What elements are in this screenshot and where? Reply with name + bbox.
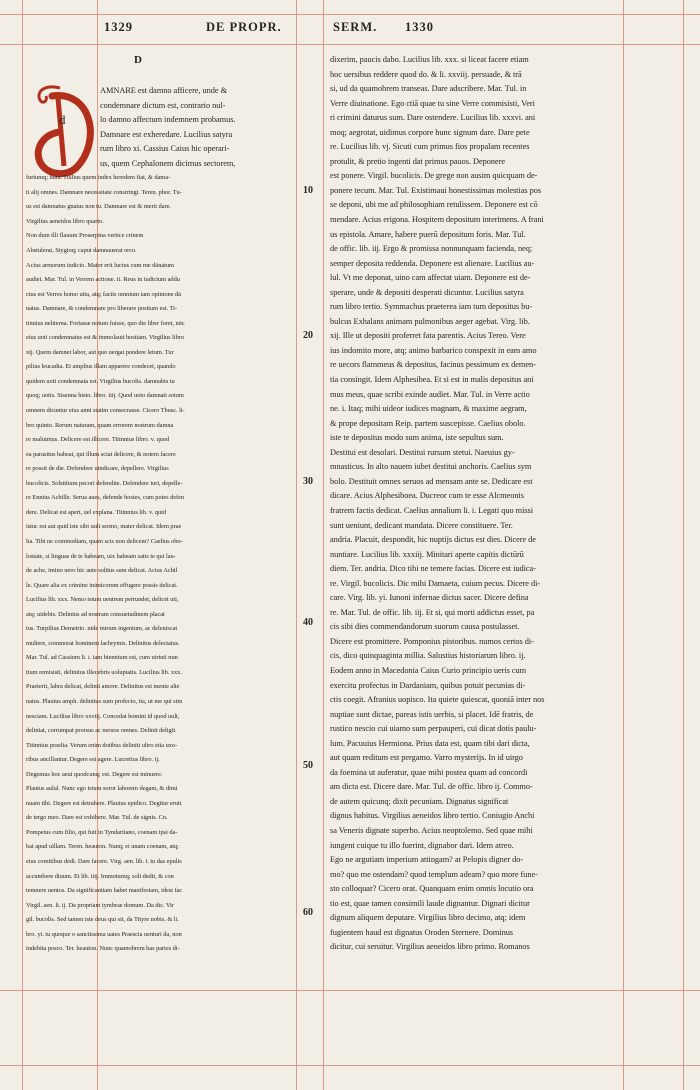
text-line: quidem uoti condemnata est. Virgilius bucolis. damnabis tu <box>26 377 175 385</box>
text-line: dicare. Acius Alphesiboea. Ducreor cum te esse Alcmeonis <box>330 491 524 501</box>
text-line: ne. i. Itaq; mihi uideor iudices magnam, & maxime aegram, <box>330 404 527 414</box>
line-number: 50 <box>303 760 313 771</box>
text-line: bat apud uillam. Teren. heauton. Nanq; ei unam coenam, atq; <box>26 843 179 851</box>
text-line: fratrem factis dedicat. Caelius annalium li. i. Legati quo missi <box>330 505 534 515</box>
text-line: Eodem anno in Macedonia Caius Curio principio ueris cum <box>330 665 527 675</box>
text-line: lum. Pacuuius Hermiona. Prius data est, quam tibi dari dicta, <box>330 738 530 748</box>
text-line: da foemina ut auferatur, quae mihi postea quam ad concordi <box>330 767 528 777</box>
text-line: Destitui est desolari. Destitui rursum stetui. Naeuius gy- <box>330 447 515 457</box>
text-line: rum libro xi. Cassius Caius hic operari- <box>100 144 230 154</box>
text-line: nuam tibi. Degere est detrahere. Plautus epidico. Degitur eruit <box>26 799 182 807</box>
margin-rule-center-right <box>323 0 324 1090</box>
text-line: natus. Damnare, & condemnare pro liberare positum est. Ti- <box>26 305 177 313</box>
text-line: Ego ne argutiam imperium attingam? at Pelopis digner do- <box>330 855 524 865</box>
text-line: rustico nescio cui uiamo sum perpauperi, cui dicat dotis paulu- <box>330 724 537 734</box>
margin-rule-foot <box>0 1065 700 1066</box>
line-number: 60 <box>303 907 313 918</box>
text-line: ea parasitus habeat, qui illum sciat delicere, & notem facere <box>26 450 176 458</box>
text-line: nuntiare. Lucilius lib. xxxiij. Minitari aperte capitis dictūrū <box>330 549 524 559</box>
margin-rule-bottom <box>0 990 700 991</box>
text-line: re. Lucilius lib. vj. Sicuti cum primus fios propalam recentes <box>330 142 530 152</box>
text-line: tium remisisti, delinitus illecebris uoluptatis. Lucilius lib. xxx. <box>26 668 182 676</box>
text-line: se deponi, ubi me ad philosophiam retulissem. Deponere est cō <box>330 200 538 210</box>
margin-rule-header <box>0 44 700 45</box>
text-line: am dicta est. Dicere dare. Mar. Tul. de offic. libro ij. Commo- <box>330 782 533 792</box>
text-line: re possit de die. Defendere uindicare, depellere. Virgilius <box>26 465 169 473</box>
text-line: Pompeius cum filio, qui fuit in Tyndaritano, coenam ipsi da- <box>26 828 178 836</box>
text-line: sunt ueniunt, dedicant mandata. Dicere constituere. Ter. <box>330 520 513 530</box>
text-line: ribus ancillantur. Degere est agere. Lucretius libro. ij. <box>26 756 160 764</box>
text-line: Dicere est promittere. Pomponius pistoribus. numos certos di- <box>330 636 534 646</box>
text-line: natus. Plautus amph. delinitus sum profecto, ita, ut me qui sim <box>26 697 183 705</box>
left-running-title: DE PROPR. <box>206 20 282 34</box>
text-line: hoc uersibus reddere quod do. & li. xxviij. persuade, & trā <box>330 69 522 79</box>
text-line: lul. Vt me deponat, uino cam affectat uiam. Deponere est de- <box>330 273 531 283</box>
text-line: ctus est Verres homo uita, atq; factis omnium iam opinione dā <box>26 290 181 298</box>
margin-rule-outer <box>683 0 684 1090</box>
text-line: de ache, imino uero hic ante solitus sum delicat. Acius Achil <box>26 567 178 575</box>
text-line: de tergo meo. Dare est exhibere. Mar. Tul. de signis. Cn. <box>26 814 168 822</box>
text-line: le. Quare alia ex crimine inimicorum effugere possis delicat. <box>26 581 178 589</box>
text-line: indebita posco. Ter. heauton. Nunc quamobrem has partes di- <box>26 945 180 953</box>
text-line: audiet. Mar. Tul. in Verrem actione. ii. Reus in iudicium addu <box>26 276 180 284</box>
text-line: ri crimini daturus sum. Dare ostendere. Lucilius lib. xxxvi. ani <box>330 113 536 123</box>
text-line: muliere, commorat hominem lachrymis. Delinitus delectatus. <box>26 639 180 647</box>
text-line: bro quinto. Rerum naturam, quam errorem nostrum damna <box>26 421 174 429</box>
text-line: Virgil. aen. li. ij. Da propriam tymbrae domum. Da dic. Vir <box>26 901 174 909</box>
text-line: lostate, si linguas de te habeam, uix habeam satis te qui lau- <box>26 552 176 560</box>
margin-rule-center-left <box>296 0 297 1090</box>
text-line: xij. Ille ut depositi proferret fata parentis. Acius Tereo. Vere <box>330 331 526 341</box>
text-line: xij. Quem damnet labor, aut quo uergat pondere letum. Tur <box>26 348 174 356</box>
text-line: Titinnius praelia. Verum enim dotibus deliniti ultro etia uxo- <box>26 741 178 749</box>
text-line: Verre diuinatione. Ego ctiā quae tu sine Verre commisisti, Veri <box>330 98 535 108</box>
text-line: re. Virgil. bucolicis. Dic mihi Damaeta, cuium pecus. Dicere di- <box>330 578 541 588</box>
left-page-number: 1329 <box>104 20 133 34</box>
text-line: pilius leucadia. Et amplius illam apparere condecet, quando <box>26 363 176 371</box>
text-line: Non dum illi flauum Proserpina vertice crinem <box>26 232 144 240</box>
text-line: nuptiae sunt dictae, pareas istis uerbis, si placet. Idē fratris, de <box>330 709 534 719</box>
text-line: atq; uidebis. Delinius ad nostram consuetudinem placat <box>26 610 165 618</box>
text-line: sa Veneris dignate superbo. Acius neoptolemo. Sed quae mihi <box>330 825 533 835</box>
text-line: bolo. Destituit omnes seruos ad mensam ante se. Dedicare est <box>330 476 533 486</box>
text-line: de offic. lib. iij. Ergo & promissa nonnunquam facienda, neq; <box>330 244 533 254</box>
text-line: gil. bucolis. Sed tamen iste deus qui sit, da Tityre nobis. & li. <box>26 916 179 924</box>
text-line: Mar. Tul. ad Cassium li. i. iam biennium est, cum uirtuti nun <box>26 654 178 662</box>
text-line: tus. Turpilius Demetrio. nide mirum ingenium, ac deleniscat <box>26 625 178 633</box>
text-line: est ponere. Virgil. bucolicis. De grege non ausim quicquam de- <box>330 171 538 181</box>
text-line: bro. yi. tu quoque o sanctissima uates Praescia uenturi da, non <box>26 930 182 938</box>
text-line: iste te depositus modo sum anima, iste sepultus sum. <box>330 433 504 443</box>
text-line: diem. Ter. andria. Dico tibi ne temere facias. Dicere est iudica- <box>330 564 536 574</box>
text-line: dere. Delicat est aperi, uel explana. Titinnius lib. v. quid <box>26 508 166 516</box>
text-line: deliniat, corrumpat prorsus ac neruos omnes. Delinit deligit. <box>26 727 177 735</box>
text-line: Abstulerat, Stygioq; caput damnauerat orco. <box>26 247 137 255</box>
text-line: tinnius neliterna. Fortasse notum fuisse, quo die liber foret, nūc <box>26 319 185 327</box>
text-line: lo damno affectum indemnem probamus. <box>100 115 236 125</box>
text-line: Plautus aulul. Nunc ego istum soror laborem degam, & dimi <box>26 785 178 793</box>
text-line: Acius armorum iudicio. Maior erit luctus cum me dānatum <box>26 261 174 269</box>
text-line: re. Mar. Tul. de offic. lib. iij. Et si, qui morti addictus esset, pa <box>330 607 535 617</box>
right-page-number: 1330 <box>405 20 434 34</box>
text-line: aut quam reditum est pergamo. Varro mysterijs. In id uirgo <box>330 753 523 763</box>
text-line: temnere uentos. Da significantiam habet manifestam, idest fac <box>26 887 183 895</box>
text-line: us, quem Cephalonem dicimus sectorem, <box>100 158 236 168</box>
text-line: dicitur, cui seruitur. Virgilius aeneidos libro primo. Romanos <box>330 942 530 952</box>
text-line: ctis coegit. Afranius uopisco. Ita quiete quiescat, quoniā inter nos <box>330 695 545 705</box>
text-line: Damnare est exheredare. Lucilius satyra <box>100 129 233 139</box>
text-line: cis sibi dies commendandorum suorum causa postulasset. <box>330 622 520 632</box>
text-line: protulit, & pretio ingenti dat primus pauos. Deponere <box>330 156 506 166</box>
text-line: dignus habitus. Virgilius aeneidos libro tertio. Coniugio Anchi <box>330 811 535 821</box>
line-number: 30 <box>303 476 313 487</box>
margin-rule-top <box>0 14 700 15</box>
text-line: omnem dicuntur eius anni statim consecrasse. Cicero Thusc. li- <box>26 407 185 415</box>
text-line: moq; aegrotat, uidimus corpore hunc signum dare. Dare pete <box>330 127 530 137</box>
text-line: istuc est aut quid iste sibi uult sermo, mater delicat. Idem prae <box>26 523 182 531</box>
text-line: fugientem haud est dignatus Oroden Sternere. Dominus <box>330 927 514 937</box>
text-line: si, ud da quamobrem transeas. Dare adscribere. Mar. Tul. in <box>330 84 527 94</box>
initial-stem <box>58 98 64 166</box>
text-line: mo? quo me ostendam? quod templum adeam? quo more fune- <box>330 869 538 879</box>
text-line: us epistola. Amare, habere puerū depositum foris. Mar. Tul. <box>330 229 526 239</box>
text-line: cis, dico quinquaginta millia. Salustius historiarum libro. ij. <box>330 651 526 661</box>
text-line: Virgilius aeneidos libro quarto. <box>26 217 104 225</box>
text-line: us est damnatus gnatus non tu. Damnare est & merti dare. <box>26 203 171 211</box>
text-line: lia. Tibi ne commodiam, quam scis non delicem? Caelius obo- <box>26 537 183 545</box>
text-line: dignum aliquem deputare. Virgilius libro decimo, atq; idem <box>330 913 526 923</box>
text-line: dixerim, paucis dabo. Lucilius lib. xxx. si liceat facere etiam <box>330 55 529 64</box>
text-line: mendare. Acius erigona. Hospitem depositum interimens. A frani <box>330 215 544 225</box>
text-line: re maluimus. Delicere est illicere. Titinnius libro. v. quod <box>26 436 170 444</box>
text-line: quoq; uotis. Sisenna histo. libro. iiij. Quod uoto damnati sotum <box>26 392 184 400</box>
text-line: iungent cuique tu illo fuerint, dignabor dari. Idem atreo. <box>330 840 514 850</box>
text-line: mnasticus. In alto nauem iubet destitui anchoris. Caelius sym <box>330 462 532 472</box>
line-number: 10 <box>303 185 313 196</box>
right-running-title: SERM. <box>333 20 378 34</box>
text-line: sperare, unde & depositi desperati dicuntur. Lucilius satyra <box>330 287 524 297</box>
text-line: eius uoti condemnatus est & immolauit hostiam. Virgilius libro <box>26 334 184 342</box>
text-line: eius comitibus dedi. Dare facere. Virg. aen. lib. i. tu das epulis <box>26 857 182 865</box>
text-line: tia consingit. Idem Alphesibea. Et si est in malis depositus ani <box>330 375 534 385</box>
initial-inner-letter: d <box>59 112 66 127</box>
text-line: re Ennius Achille. Serua aues, defende hostes, cum potes defen <box>26 494 185 502</box>
text-line: ti alij omnes. Damnare necessitate constringi. Teren. phor. Tu- <box>26 188 182 196</box>
text-line: nesciam. Lucilius libro xxviij. Concedat homini id quod uult, <box>26 712 180 720</box>
text-line: care. Virg. lib. yi. Iunoni infernae dictus sacer. Dicere defina <box>330 593 529 603</box>
text-line: ponere tecum. Mar. Tul. Existimaui honestissimas molestias pos <box>330 185 542 195</box>
margin-rule-left <box>22 0 23 1090</box>
text-line: exercitu profectus in Dardaniam, quibus potuit pecunias di- <box>330 680 526 690</box>
text-line: furiumq; hunc Tullius quem index heredem fiat, & dama- <box>26 174 171 182</box>
text-line: tio est, quae tamen consimili laude dignantur. Dignari dicitur <box>330 898 530 908</box>
text-line: semper deposita reddenda. Deponere est alienare. Lucilius au- <box>330 258 535 268</box>
text-line: sto colloquar? Cicero orat. Quanquam enim omnis locutio ora <box>330 884 534 894</box>
margin-rule-right <box>623 0 624 1090</box>
line-number: 20 <box>303 330 313 341</box>
text-line: andria. Placuit, despondit, hic nuptijs dictus est dies. Dicere de <box>330 535 536 545</box>
line-number: 40 <box>303 617 313 628</box>
text-line: bulcus Exhalans animam pulmonibus aeger agebat. Virg. lib. <box>330 316 530 326</box>
text-line: ius indomito more, atq; animo barbarico conspexit in eam amo <box>330 345 537 355</box>
text-line: mus meus, quae scribi exinde audiet. Mar. Tul. in Verre actio <box>330 389 530 399</box>
text-line: Praeterit, labra delicat, delinit amore. Delinitus est mente alie <box>26 683 180 691</box>
text-line: accumbere diuum. Et lib. iiij. Immotumq; soli dedit, & con <box>26 872 174 880</box>
decorated-initial-d <box>30 82 102 178</box>
text-line: re uecors flammeus & depositus, facinus pessimum ex demen- <box>330 360 536 370</box>
left-column-text <box>26 84 294 957</box>
text-line: Degemus hoc aeui quodcunq; est. Degere est minuere. <box>26 770 163 778</box>
text-line: & prope depositam Reip. partem suscepisse. Caelius obolo. <box>330 418 526 428</box>
right-column-text <box>330 53 622 955</box>
text-line: de autem quicunq; dixit pecuniam. Dignatus significat <box>330 796 509 806</box>
text-line: AMNARE est damno afficere, unde & <box>100 86 228 95</box>
text-line: Lucilius lib. xxx. Nemo istum uentrem perrundet, delicet uti, <box>26 596 179 604</box>
text-line: condemnare dictum est, contrario nul- <box>100 100 226 110</box>
text-line: rum libro tertio. Symmachus praeterea iam tum depositus bu- <box>330 302 533 312</box>
section-letter: D <box>134 54 142 66</box>
text-line: bucolicis. Solstitium pecori defendite. Defendere iuri, depelle- <box>26 479 183 487</box>
running-header <box>0 20 700 40</box>
